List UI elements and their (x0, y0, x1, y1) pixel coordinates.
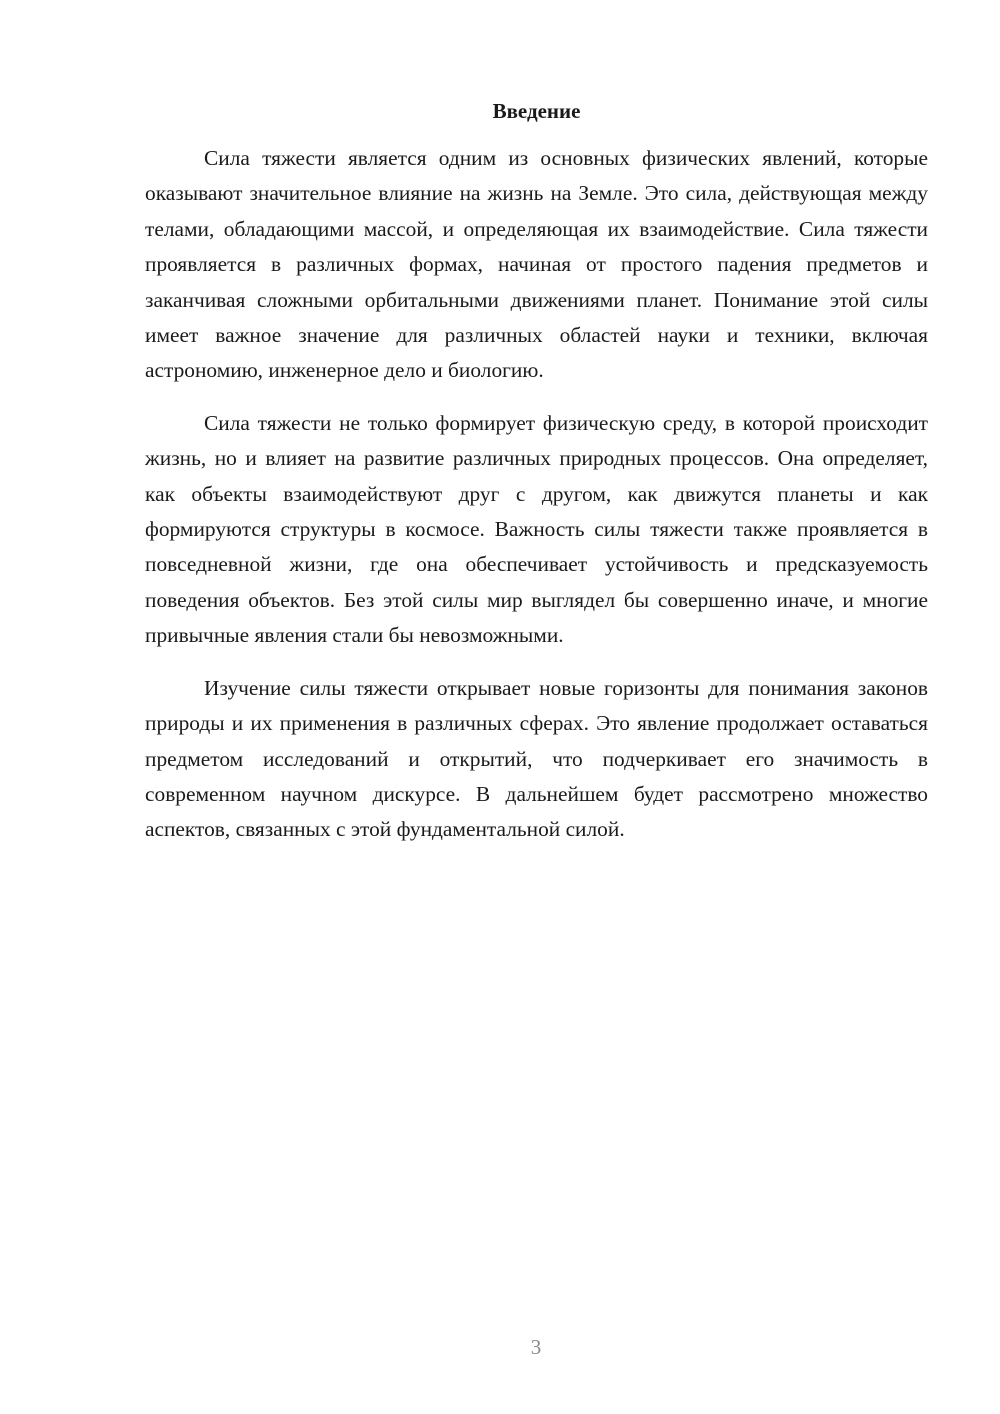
section-heading: Введение (492, 99, 581, 123)
paragraph-1: Сила тяжести является одним из основных физических явлений, которые оказывают значительное влияние на жизнь на Земле. Это сила, действующая между телами, обладающими массой, и определяющая их взаимодействие. Сила тяжести проявляется в различных формах, начиная от простого падения предметов и заканчивая сложными орбитальными движениями планет. Понимание этой силы имеет важное значение для различных областей науки и техники, включая астрономию, инженерное дело и биологию. (145, 146, 928, 383)
paragraph-2: Сила тяжести не только формирует физическую среду, в которой происходит жизнь, но и влияет на развитие различных природных процессов. Она определяет, как объекты взаимодействуют друг с другом, как движутся планеты и как формируются структуры в космосе. Важность силы тяжести также проявляется в повседневной жизни, где она обеспечивает устойчивость и предсказуемость поведения объектов. Без этой силы мир выглядел бы совершенно иначе, и многие привычные явления стали бы невозможными. (145, 410, 928, 648)
body-text (145, 141, 928, 865)
paragraph-3: Изучение силы тяжести открывает новые горизонты для понимания законов природы и их применения в различных сферах. Это явление продолжает оставаться предметом исследований и открытий, что подчеркивает его значимость в современном научном дискурсе. В дальнейшем будет рассмотрено множество аспектов, связанных с этой фундаментальной силой. (145, 675, 928, 842)
page-number: 3 (530, 1335, 542, 1359)
